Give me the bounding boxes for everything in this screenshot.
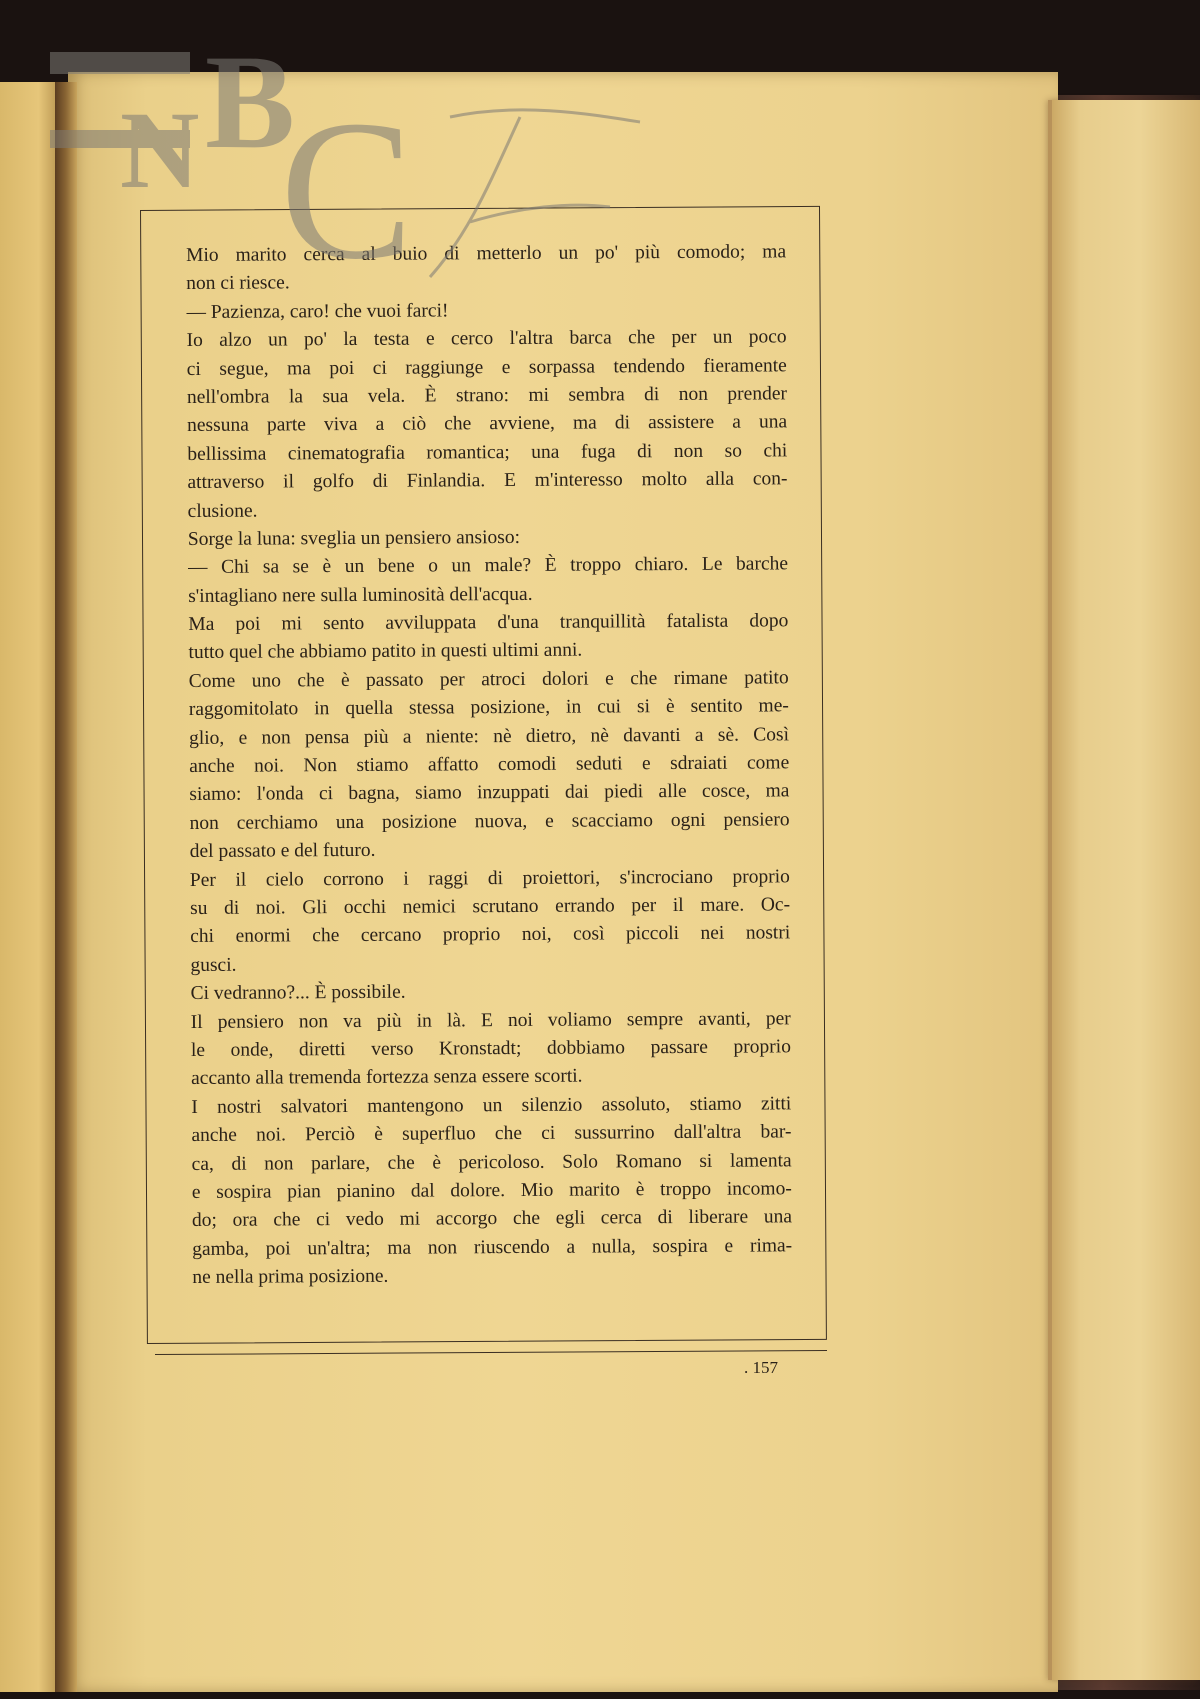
text-line: nessuna parte viva a ciò che avviene, ma di assistere a una — [187, 411, 788, 437]
text-line: attraverso il golfo di Finlandia. E m'interesso molto alla con- — [187, 468, 788, 494]
svg-text:B: B — [205, 28, 296, 177]
book-gutter — [55, 82, 77, 1692]
folded-leaf-edge — [1048, 100, 1052, 1680]
text-line: Come uno che è passato per atroci dolori e che rimane patito — [188, 667, 789, 692]
text-line: I nostri salvatori mantengono un silenzio assoluto, stiamo zitti — [191, 1093, 792, 1118]
text-line: Il pensiero non va più in là. E noi voliamo sempre avanti, per — [190, 1007, 791, 1033]
text-line: nell'ombra la sua vela. È strano: mi sembra di non prender — [186, 383, 788, 408]
text-line: s'intagliano nere sulla luminosità dell'acqua. — [188, 583, 533, 607]
text-line: Mio marito cerca al buio di metterlo un po' più comodo; ma — [186, 241, 787, 266]
text-line: Per il cielo corrono i raggi di proiettori, s'incrociano proprio — [189, 865, 790, 891]
text-line: non cerchiamo una posizione nuova, e scacciamo ogni pensiero — [189, 809, 790, 834]
text-line: — Pazienza, caro! che vuoi farci! — [186, 300, 449, 323]
text-line: del passato e del futuro. — [189, 840, 376, 863]
text-line: non ci riesce. — [186, 272, 290, 295]
text-line: ci segue, ma poi ci raggiunge e sorpassa tendendo fieramente — [186, 354, 787, 380]
library-logo-watermark — [50, 22, 710, 322]
text-line: siamo: l'onda ci bagna, siamo inzuppati dai piedi alle cosce, ma — [189, 780, 790, 806]
text-line: anche noi. Perciò è superfluo che ci sussurrino dall'altra bar- — [191, 1121, 792, 1147]
text-line: Ci vedranno?... È possibile. — [190, 981, 406, 1005]
text-line: Io alzo un po' la testa e cerco l'altra barca che per un poco — [186, 326, 787, 352]
text-line: — Chi sa se è un bene o un male? È troppo chiaro. Le barche — [187, 553, 789, 579]
text-line: tutto quel che abbiamo patito in questi ultimi anni. — [188, 640, 583, 664]
text-line: glio, e non pensa più a niente: nè dietro, nè davanti a sè. Così — [188, 723, 790, 749]
text-line: Sorge la luna: sveglia un pensiero ansioso: — [187, 526, 521, 550]
text-line: su di noi. Gli occhi nemici scrutano errando per il mare. Oc- — [190, 894, 791, 919]
text-line: accanto alla tremenda fortezza senza essere scorti. — [191, 1065, 583, 1090]
svg-text:N: N — [120, 89, 200, 211]
text-line: gamba, poi un'altra; ma non riuscendo a nulla, sospira e rima- — [192, 1234, 793, 1260]
text-line: le onde, diretti verso Kronstadt; dobbiamo passare proprio — [190, 1036, 791, 1061]
text-line: gusci. — [190, 954, 237, 976]
text-line: clusione. — [187, 500, 258, 522]
svg-text:C: C — [280, 80, 414, 301]
text-line: ne nella prima posizione. — [192, 1265, 389, 1289]
text-line: chi enormi che cercano proprio noi, così piccoli nei nostri — [190, 922, 791, 948]
text-line: e sospira pian pianino dal dolore. Mio marito è troppo incomo- — [191, 1178, 792, 1203]
text-line: anche noi. Non stiamo affatto comodi seduti e sdraiati come — [189, 752, 790, 778]
text-line: raggomitolato in quella stessa posizione, in cui si è sentito me- — [188, 695, 789, 721]
text-line: ca, di non parlare, che è pericoloso. Solo Romano si lamenta — [191, 1149, 792, 1175]
folded-leaf — [1050, 100, 1200, 1680]
text-line: Ma poi mi sento avviluppata d'una tranquillità fatalista dopo — [188, 610, 789, 636]
body-text — [186, 238, 792, 1292]
text-line: bellissima cinematografia romantica; una fuga di non so chi — [187, 440, 788, 465]
text-line: do; ora che ci vedo mi accorgo che egli cerca di liberare una — [191, 1206, 793, 1232]
page-number: . 157 — [744, 1358, 778, 1377]
